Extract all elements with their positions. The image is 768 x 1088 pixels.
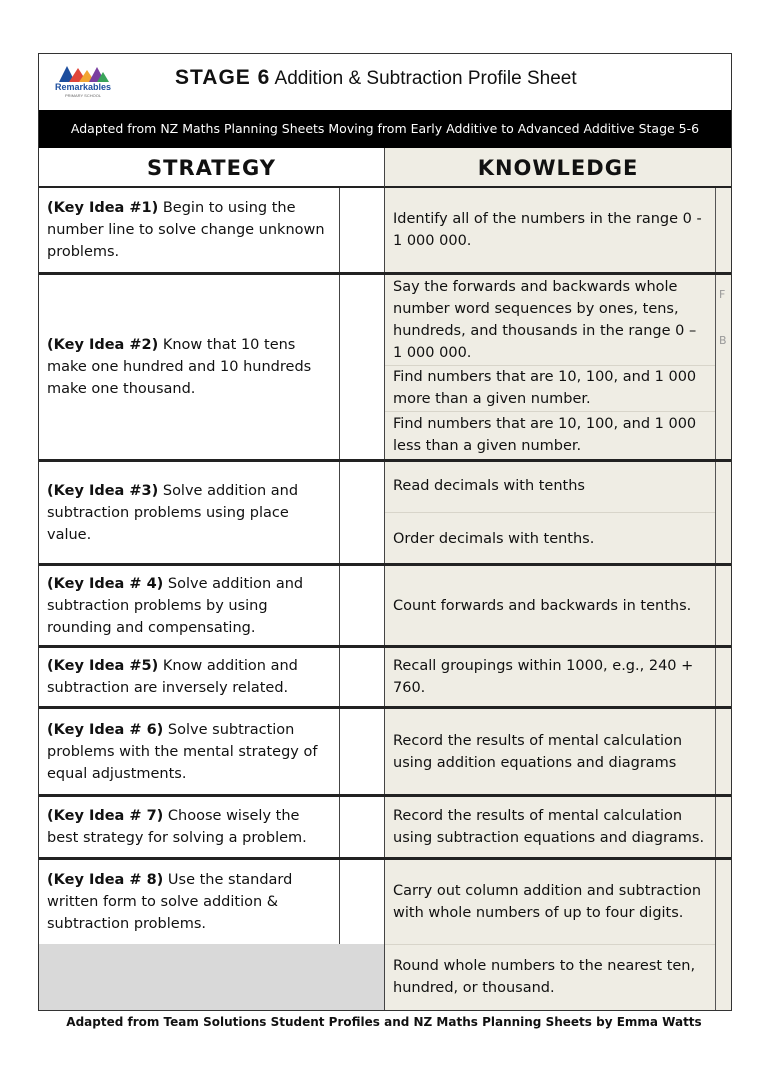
strategy-check-2[interactable] — [339, 275, 385, 459]
row-separator — [39, 459, 731, 462]
strategy-row-1 — [39, 188, 339, 272]
knowledge-item-11: Carry out column addition and subtraction with whole numbers of up to four digits. — [393, 883, 702, 921]
strategy-check-4[interactable] — [339, 566, 385, 645]
key-idea-text: Solve addition and subtraction problems by using rounding and compensating. — [47, 575, 304, 636]
key-idea-label: (Key Idea #1) — [47, 200, 159, 216]
mountain-logo-icon — [51, 62, 115, 84]
knowledge-item-1: Identify all of the numbers in the range 0 - 1 000 000. — [393, 211, 702, 249]
key-idea-label: (Key Idea # 7) — [47, 808, 164, 824]
page-title — [175, 66, 577, 90]
profile-sheet — [38, 53, 732, 1011]
strategy-row-4 — [39, 566, 339, 645]
source-band: Adapted from NZ Maths Planning Sheets Moving from Early Additive to Advanced Additive Stage 5-6 — [39, 110, 731, 148]
footer-credit: Adapted from Team Solutions Student Profiles and NZ Maths Planning Sheets by Emma Watts — [66, 1015, 702, 1029]
key-idea-label: (Key Idea # 8) — [47, 872, 164, 888]
strategy-check-7[interactable] — [339, 797, 385, 857]
row-separator — [39, 794, 731, 797]
knowledge-item-7: Count forwards and backwards in tenths. — [393, 597, 692, 614]
strategy-check-3[interactable] — [339, 462, 385, 563]
logo-subtitle: PRIMARY SCHOOL — [64, 93, 102, 98]
logo-name: Remarkables — [54, 82, 112, 92]
key-idea-label: (Key Idea #2) — [47, 337, 159, 353]
empty-strategy-cell — [39, 944, 385, 1010]
strategy-check-1[interactable] — [339, 188, 385, 272]
key-idea-label: (Key Idea #3) — [47, 482, 159, 499]
key-idea-text: Solve subtraction problems with the mental strategy of equal adjustments. — [47, 721, 318, 782]
knowledge-item-10: Record the results of mental calculation using subtraction equations and diagrams. — [393, 808, 705, 846]
school-logo — [51, 62, 115, 102]
row-separator — [39, 563, 731, 566]
strategy-row-3 — [39, 462, 339, 563]
key-idea-text: Know addition and subtraction are inversely related. — [47, 658, 298, 696]
knowledge-check-column[interactable] — [715, 188, 731, 1010]
strategy-heading: STRATEGY — [39, 148, 385, 188]
strategy-row-6 — [39, 709, 339, 794]
knowledge-item-12: Round whole numbers to the nearest ten, hundred, or thousand. — [393, 958, 696, 996]
backwards-label: B — [719, 334, 727, 347]
row-separator — [39, 706, 731, 709]
forwards-label: F — [719, 288, 726, 301]
key-idea-text: Use the standard written form to solve addition & subtraction problems. — [47, 872, 293, 932]
knowledge-item-6: Order decimals with tenths. — [393, 530, 595, 547]
knowledge-heading: KNOWLEDGE — [385, 148, 731, 188]
strategy-row-5 — [39, 648, 339, 706]
knowledge-item-4: Find numbers that are 10, 100, and 1 000 less than a given number. — [393, 416, 697, 454]
key-idea-text: Begin to using the number line to solve change unknown problems. — [47, 200, 325, 260]
knowledge-item-8: Recall groupings within 1000, e.g., 240 + 760. — [393, 658, 694, 696]
key-idea-label: (Key Idea # 4) — [47, 575, 164, 592]
key-idea-text: Choose wisely the best strategy for solving a problem. — [47, 808, 307, 846]
knowledge-item-2: Say the forwards and backwards whole number word sequences by ones, tens, hundreds, and thousands in the range 0 – 1 000 000. — [393, 279, 697, 361]
row-separator — [39, 272, 731, 275]
strategy-check-6[interactable] — [339, 709, 385, 794]
knowledge-item-9: Record the results of mental calculation using addition equations and diagrams — [393, 732, 683, 771]
strategy-check-5[interactable] — [339, 648, 385, 706]
knowledge-divider — [385, 512, 715, 513]
key-idea-text: Solve addition and subtraction problems using place value. — [47, 482, 299, 543]
stage-label: STAGE 6 — [175, 66, 271, 89]
knowledge-item-5: Read decimals with tenths — [393, 478, 585, 494]
row-separator — [39, 645, 731, 648]
key-idea-label: (Key Idea #5) — [47, 658, 159, 674]
strategy-row-8 — [39, 860, 339, 944]
strategy-check-8[interactable] — [339, 860, 385, 944]
header — [39, 54, 731, 110]
key-idea-label: (Key Idea # 6) — [47, 721, 164, 738]
knowledge-item-3: Find numbers that are 10, 100, and 1 000 more than a given number. — [393, 369, 697, 407]
key-idea-text: Know that 10 tens make one hundred and 10 hundreds make one thousand. — [47, 337, 312, 397]
strategy-row-7 — [39, 797, 339, 857]
strategy-row-2 — [39, 275, 339, 459]
row-separator — [39, 857, 731, 860]
title-text: Addition & Subtraction Profile Sheet — [274, 68, 577, 89]
